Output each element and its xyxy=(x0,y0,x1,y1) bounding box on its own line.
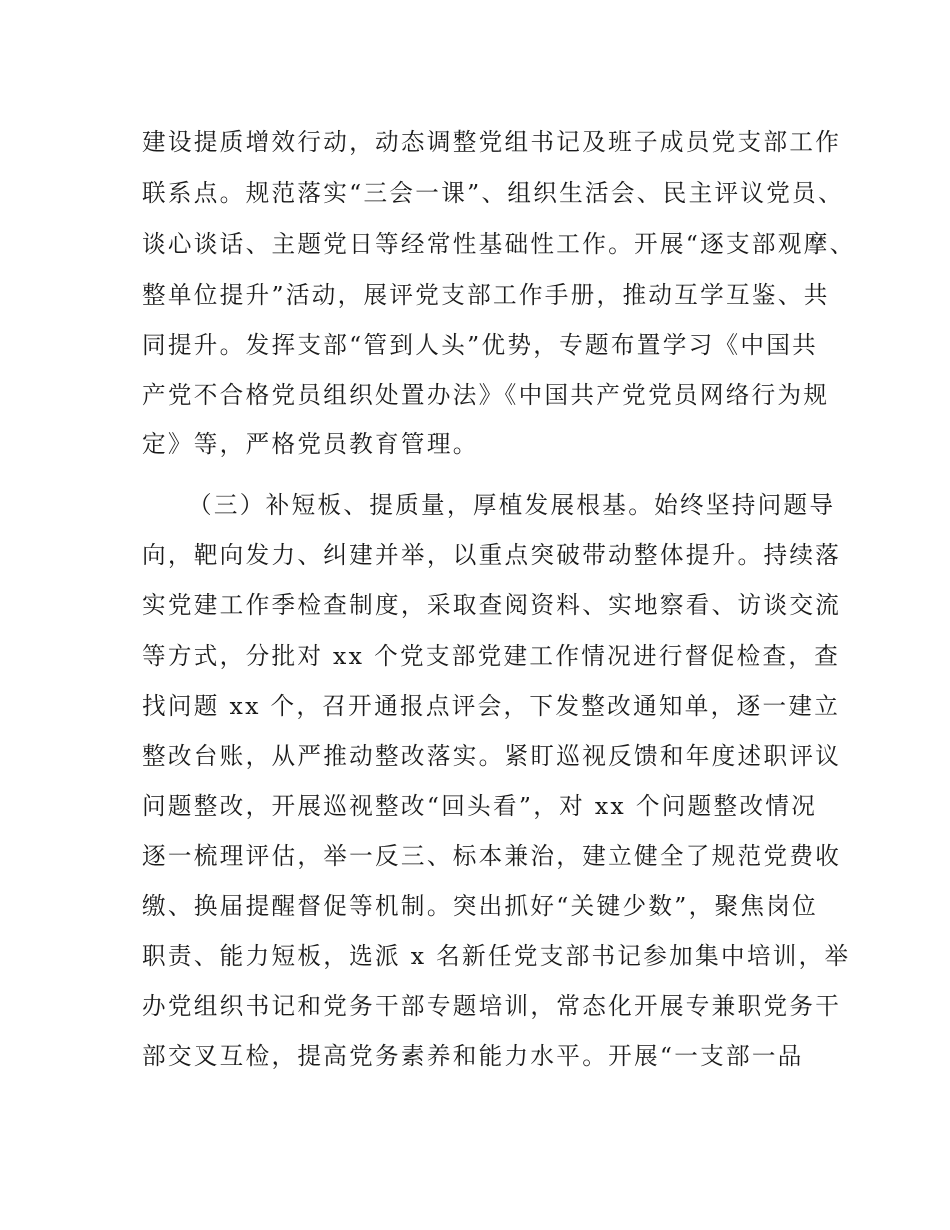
text-line: 谈心谈话、主题党日等经常性基础性工作。开展“逐支部观摩、 xyxy=(142,230,856,258)
text-line: （三）补短板、提质量，厚植发展根基。始终坚持问题导 xyxy=(188,491,836,519)
text-line: 联系点。规范落实“三会一课”、组织生活会、民主评议党员、 xyxy=(142,179,844,207)
text-line: 等方式，分批对 xx 个党支部党建工作情况进行督促检查，查 xyxy=(142,642,841,670)
text-line: 向，靶向发力、纠建并举，以重点突破带动整体提升。持续落 xyxy=(142,541,842,569)
text-line: 同提升。发挥支部“管到人头”优势，专题布置学习《中国共 xyxy=(142,331,819,359)
text-line: 整改台账，从严推动整改落实。紧盯巡视反馈和年度述职评议 xyxy=(142,742,842,770)
text-line: 建设提质增效行动，动态调整党组书记及班子成员党支部工作 xyxy=(142,128,842,156)
text-line: 找问题 xx 个，召开通报点评会，下发整改通知单，逐一建立 xyxy=(142,692,841,720)
text-line: 问题整改，开展巡视整改“回头看”，对 xx 个问题整改情况 xyxy=(142,792,818,820)
text-line: 逐一梳理评估，举一反三、标本兼治，建立健全了规范党费收 xyxy=(142,842,842,870)
text-line: 定》等，严格党员教育管理。 xyxy=(142,430,479,458)
text-line: 产党不合格党员组织处置办法》《中国共产党党员网络行为规 xyxy=(142,381,830,409)
text-line: 实党建工作季检查制度，采取查阅资料、实地察看、访谈交流 xyxy=(142,591,842,619)
text-line: 缴、换届提醒督促等机制。突出抓好“关键少数”，聚焦岗位 xyxy=(142,892,819,920)
text-line: 整单位提升”活动，展评党支部工作手册，推动互学互鉴、共 xyxy=(142,281,830,309)
text-line: 部交叉互检，提高党务素养和能力水平。开展“一支部一品 xyxy=(142,1042,804,1070)
text-line: 职责、能力短板，选派 x 名新任党支部书记参加集中培训，举 xyxy=(142,942,851,970)
text-line: 办党组织书记和党务干部专题培训，常态化开展专兼职党务干 xyxy=(142,992,842,1020)
